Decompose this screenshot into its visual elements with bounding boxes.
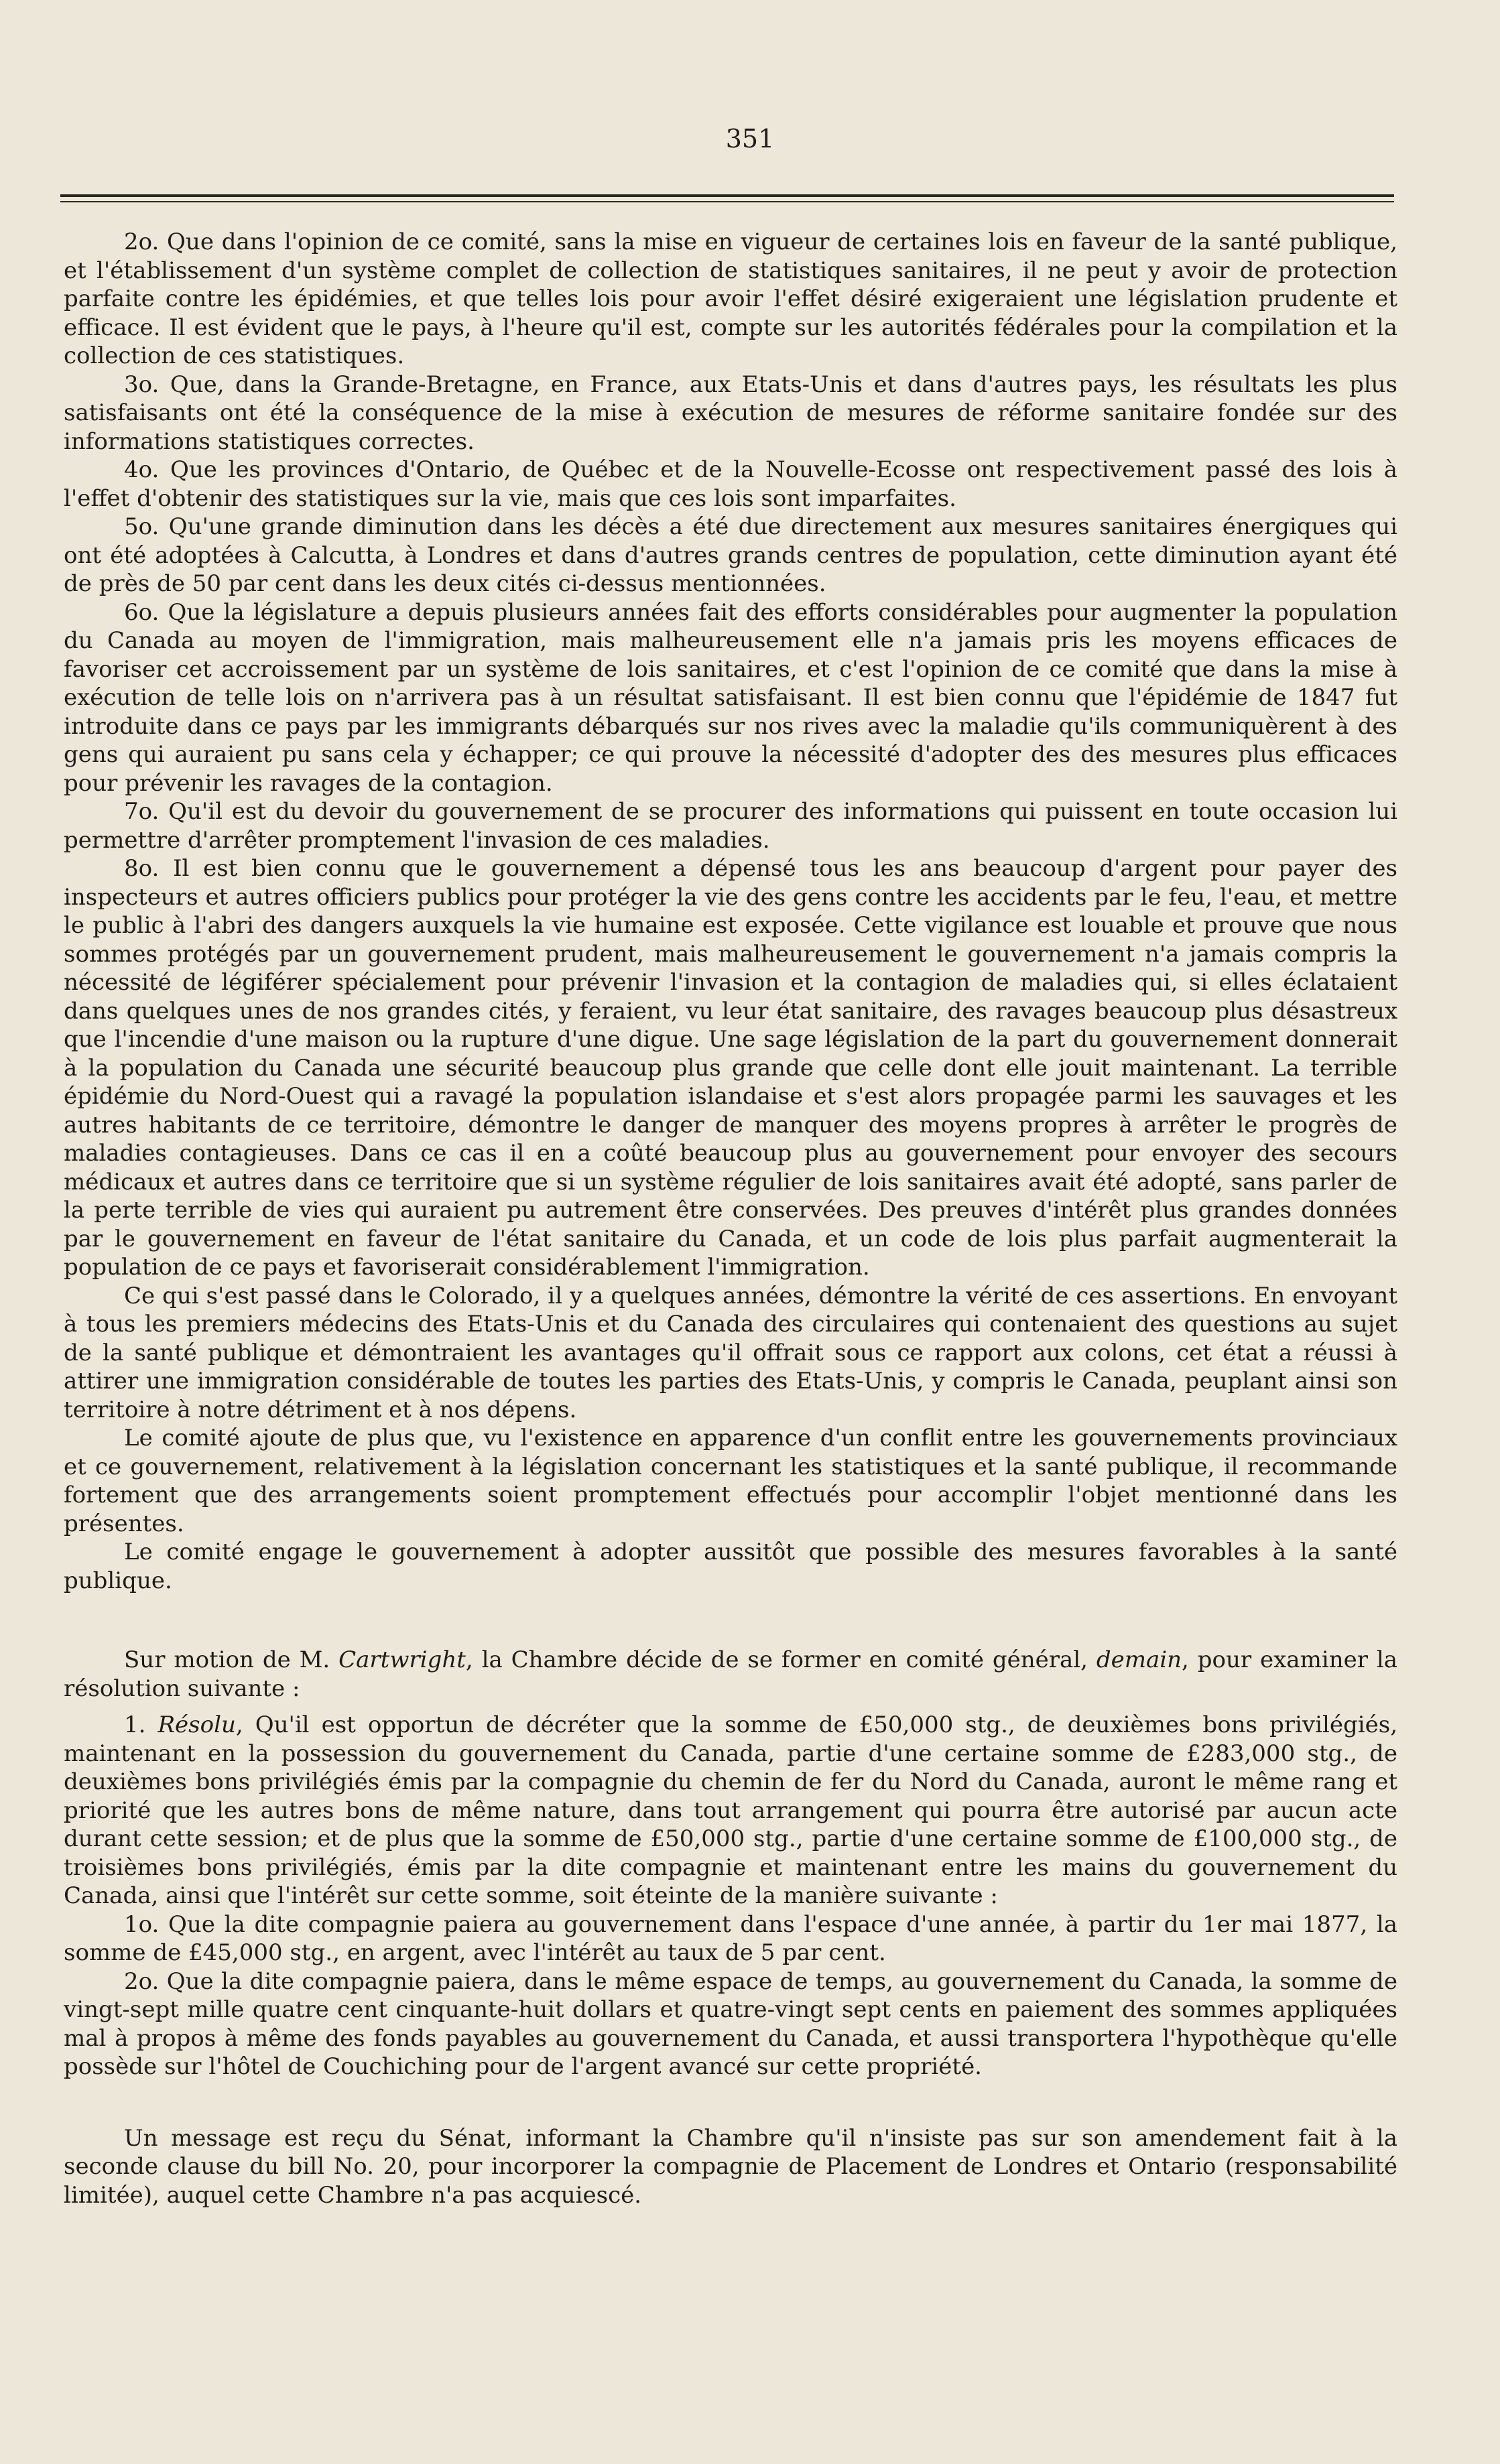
committee-point: 2o. Que dans l'opinion de ce comité, sans la mise en vigueur de certaines lois en faveur de la santé publique, et l'établissement d'un système complet de collection de statistiques sanitaires, il ne peut y avoir de protection parfaite contre les épidémies, et que telles lois pour avoir l'effet désiré exigeraient une législation prudente et efficace. Il est évident que le pays, à l'heure qu'il est, compte sur les autorités fédérales pour la compilation et la collection de ces statistiques. <box>64 229 1397 369</box>
motion-paragraph <box>64 1646 1397 1703</box>
committee-point: 8o. Il est bien connu que le gouvernement a dépensé tous les ans beaucoup d'argent pour payer des inspecteurs et autres officiers publics pour protéger la vie des gens contre les accidents par le feu, l'eau, et mettre le public à l'abri des dangers auxquels la vie humaine est exposée. Cette vigilance est louable et prouve que nous sommes protégés par un gouvernement prudent, mais malheureusement le gouvernement n'a jamais compris la nécessité de légiférer spécialement pour prévenir l'invasion et la contagion de maladies qui, si elles éclataient dans quelques unes de nos grandes cités, y feraient, vu leur état sanitaire, des ravages beaucoup plus désastreux que l'incendie d'une maison ou la rupture d'une digue. Une sage législation de la part du gouvernement donnerait à la population du Canada une sécurité beaucoup plus grande que celle dont elle jouit maintenant. La terrible épidémie du Nord-Ouest qui a ravagé la population islandaise et s'est alors propagée parmi les sauvages et les autres habitants de ce territoire, démontre le danger de manquer des moyens propres à arrêter le progrès de maladies contagieuses. Dans ce cas il en a coûté beaucoup plus au gouvernement pour envoyer des secours médicaux et autres dans ce territoire que si un système régulier de lois sanitaires avait été adopté, sans parler de la perte terrible de vies qui auraient pu autrement être conservées. Des preuves d'intérêt plus grandes données par le gouvernement en faveur de l'état sanitaire du Canada, et un code de lois plus parfait augmenterait la population de ce pays et favoriserait considérablement l'immigration. <box>64 855 1397 1281</box>
resolution-keyword: Résolu <box>158 1711 236 1738</box>
motion-suffix: , pour examiner la résolution suivante : <box>64 1646 1397 1702</box>
document-body <box>64 228 1397 2209</box>
header-rule-thin <box>60 201 1394 202</box>
resolution-number: 1. <box>124 1711 158 1738</box>
header-rule-thick <box>60 194 1394 197</box>
committee-point: 3o. Que, dans la Grande-Bretagne, en France, aux Etats-Unis et dans d'autres pays, les résultats les plus satisfaisants ont été la conséquence de la mise à exécution de mesures de réforme sanitaire fondée sur des informations statistiques correctes. <box>64 371 1397 455</box>
resolution-text: , Qu'il est opportun de décréter que la somme de £50,000 stg., de deuxièmes bons privilégiés, maintenant en la possession du gouvernement du Canada, partie d'une certaine somme de £283,000 stg., de deuxièmes bons privilégiés émis par la compagnie du chemin de fer du Nord du Canada, auront le même rang et priorité que les autres bons de même nature, dans tout arrangement qui pourra être autorisé par aucun acte durant cette session; et de plus que la somme de £50,000 stg., partie d'une certaine somme de £100,000 stg., de troisièmes bons privilégiés, émis par la dite compagnie et maintenant entre les mains du gouvernement du Canada, ainsi que l'intérêt sur cette somme, soit éteinte de la manière suivante : <box>64 1711 1397 1909</box>
senate-message: Un message est reçu du Sénat, informant la Chambre qu'il n'insiste pas sur son amendement fait à la seconde clause du bill No. 20, pour incorporer la compagnie de Placement de Londres et Ontario (responsabilité limitée), auquel cette Chambre n'a pas acquiescé. <box>64 2124 1397 2209</box>
motion-member: Cartwright <box>338 1646 466 1673</box>
committee-point: Ce qui s'est passé dans le Colorado, il y a quelques années, démontre la vérité de ces assertions. En envoyant à tous les premiers médecins des Etats-Unis et du Canada des circulaires qui contenaient des questions au sujet de la santé publique et démontraient les avantages qu'il offrait sous ce rapport aux colons, cet état a réussi à attirer une immigration considérable de toutes les parties des Etats-Unis, y compris le Canada, peuplant ainsi son territoire à notre détriment et à nos dépens. <box>64 1282 1397 1423</box>
committee-point: 4o. Que les provinces d'Ontario, de Québec et de la Nouvelle-Ecosse ont respectivement passé des lois à l'effet d'obtenir des statistiques sur la vie, mais que ces lois sont imparfaites. <box>64 456 1397 512</box>
page-number: 351 <box>725 124 775 153</box>
motion-when: demain <box>1096 1646 1182 1673</box>
motion-prefix: Sur motion de M. <box>124 1646 339 1673</box>
resolution-paragraph <box>64 1711 1397 1910</box>
committee-point: 7o. Qu'il est du devoir du gouvernement de se procurer des informations qui puissent en toute occasion lui permettre d'arrêter promptement l'invasion de ces maladies. <box>64 798 1397 854</box>
motion-middle: , la Chambre décide de se former en comité général, <box>465 1646 1097 1673</box>
committee-point: Le comité engage le gouvernement à adopter aussitôt que possible des mesures favorables à la santé publique. <box>64 1539 1397 1594</box>
committee-point: Le comité ajoute de plus que, vu l'existence en apparence d'un conflit entre les gouvernements provinciaux et ce gouvernement, relativement à la législation concernant les statistiques et la santé publique, il recommande fortement que des arrangements soient promptement effectués pour accomplir l'objet mentionné dans les présentes. <box>64 1425 1397 1537</box>
resolution-item: 1o. Que la dite compagnie paiera au gouvernement dans l'espace d'une année, à partir du 1er mai 1877, la somme de £45,000 stg., en argent, avec l'intérêt au taux de 5 par cent. <box>64 1910 1397 1966</box>
committee-point: 6o. Que la législature a depuis plusieurs années fait des efforts considérables pour augmenter la population du Canada au moyen de l'immigration, mais malheureusement elle n'a jamais pris les moyens efficaces de favoriser cet accroissement par un système de lois sanitaires, et c'est l'opinion de ce comité que dans la mise à exécution de telle lois on n'arrivera pas à un résultat satisfaisant. Il est bien connu que l'épidémie de 1847 fut introduite dans ce pays par les immigrants débarqués sur nos rives avec la maladie qu'ils communiquèrent à des gens qui auraient pu sans cela y échapper; ce qui prouve la nécessité d'adopter des des mesures plus efficaces pour prévenir les ravages de la contagion. <box>64 598 1397 797</box>
committee-point: 5o. Qu'une grande diminution dans les décès a été due directement aux mesures sanitaires énergiques qui ont été adoptées à Calcutta, à Londres et dans d'autres grands centres de population, cette diminution ayant été de près de 50 par cent dans les deux cités ci-dessus mentionnées. <box>64 513 1397 597</box>
resolution-item: 2o. Que la dite compagnie paiera, dans le même espace de temps, au gouvernement du Canada, la somme de vingt-sept mille quatre cent cinquante-huit dollars et quatre-vingt sept cents en paiement des sommes appliquées mal à propos à même des fonds payables au gouvernement du Canada, et aussi transportera l'hypothèque qu'elle possède sur l'hôtel de Couchiching pour de l'argent avancé sur cette propriété. <box>64 1967 1397 2080</box>
